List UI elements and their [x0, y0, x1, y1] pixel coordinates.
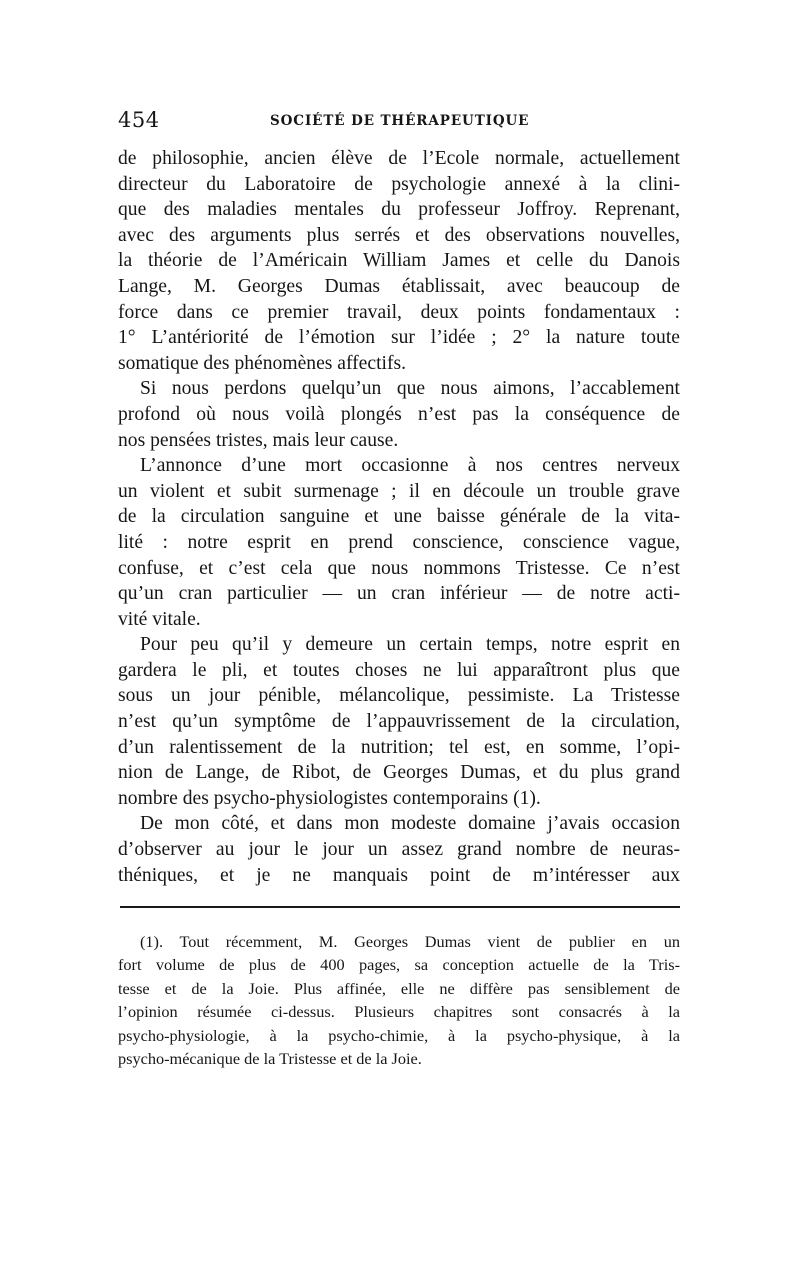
- text-line: la théorie de l’Américain William James et celle du Danois: [118, 250, 680, 272]
- text-line: nos pensées tristes, mais leur cause.: [118, 429, 399, 451]
- footnote-rule: [120, 906, 680, 908]
- footnote-line: (1). Tout récemment, M. Georges Dumas vient de publier en un: [140, 932, 680, 951]
- text-line: Si nous perdons quelqu’un que nous aimons, l’accablement: [140, 378, 680, 400]
- footnote-line: psycho-mécanique de la Tristesse et de la Joie.: [118, 1048, 422, 1068]
- text-line: somatique des phénomènes affectifs.: [118, 352, 407, 374]
- text-line: L’annonce d’une mort occasionne à nos centres nerveux: [140, 455, 680, 477]
- body-text: [118, 146, 680, 888]
- text-line: De mon côté, et dans mon modeste domaine j’avais occasion: [140, 813, 680, 835]
- footnote-line: psycho-physiologie, à la psycho-chimie, à la psycho-physique, à la: [118, 1025, 680, 1045]
- text-line: de philosophie, ancien élève de l’Ecole normale, actuellement: [118, 148, 680, 169]
- text-line: d’un ralentissement de la nutrition; tel est, en somme, l’opi-: [118, 736, 680, 758]
- text-line: Pour peu qu’il y demeure un certain temps, notre esprit en: [140, 634, 680, 656]
- text-line: sous un jour pénible, mélancolique, pessimiste. La Tristesse: [118, 685, 680, 707]
- text-line: profond où nous voilà plongés n’est pas la conséquence de: [118, 403, 680, 425]
- footnote-line: l’opinion résumée ci-dessus. Plusieurs chapitres sont consacrés à la: [118, 1002, 680, 1022]
- text-line: d’observer au jour le jour un assez grand nombre de neuras-: [118, 839, 680, 861]
- text-line: lité : notre esprit en prend conscience, conscience vague,: [118, 531, 680, 553]
- text-line: un violent et subit surmenage ; il en découle un trouble grave: [118, 480, 680, 502]
- footnote-line: tesse et de la Joie. Plus affinée, elle ne diffère pas sensiblement de: [118, 978, 680, 998]
- text-line: vité vitale.: [118, 608, 201, 630]
- text-line: théniques, et je ne manquais point de m’intéresser aux: [118, 864, 680, 886]
- text-line: qu’un cran particulier — un cran inférieur — de notre acti-: [118, 583, 680, 605]
- text-line: directeur du Laboratoire de psychologie annexé à la clini-: [118, 173, 680, 195]
- text-line: de la circulation sanguine et une baisse générale de la vita-: [118, 506, 680, 528]
- running-head: SOCIÉTÉ DE THÉRAPEUTIQUE: [270, 113, 530, 129]
- text-line: gardera le pli, et toutes choses ne lui apparaîtront plus que: [118, 659, 680, 681]
- text-line: que des maladies mentales du professeur Joffroy. Reprenant,: [118, 199, 680, 221]
- text-line: force dans ce premier travail, deux points fondamentaux :: [118, 301, 680, 323]
- footnote-line: fort volume de plus de 400 pages, sa conception actuelle de la Tris-: [118, 955, 680, 975]
- text-line: nion de Lange, de Ribot, de Georges Dumas, et du plus grand: [118, 762, 680, 784]
- text-line: confuse, et c’est cela que nous nommons Tristesse. Ce n’est: [118, 557, 680, 579]
- text-line: n’est qu’un symptôme de l’appauvrissement de la circulation,: [118, 711, 680, 733]
- footnote: [118, 930, 680, 1070]
- text-line: nombre des psycho-physiologistes contemporains (1).: [118, 787, 541, 809]
- text-line: 1° L’antériorité de l’émotion sur l’idée ; 2° la nature toute: [118, 327, 680, 349]
- text-line: Lange, M. Georges Dumas établissait, avec beaucoup de: [118, 275, 680, 297]
- page-number: 454: [118, 108, 160, 132]
- text-line: avec des arguments plus serrés et des observations nouvelles,: [118, 224, 680, 246]
